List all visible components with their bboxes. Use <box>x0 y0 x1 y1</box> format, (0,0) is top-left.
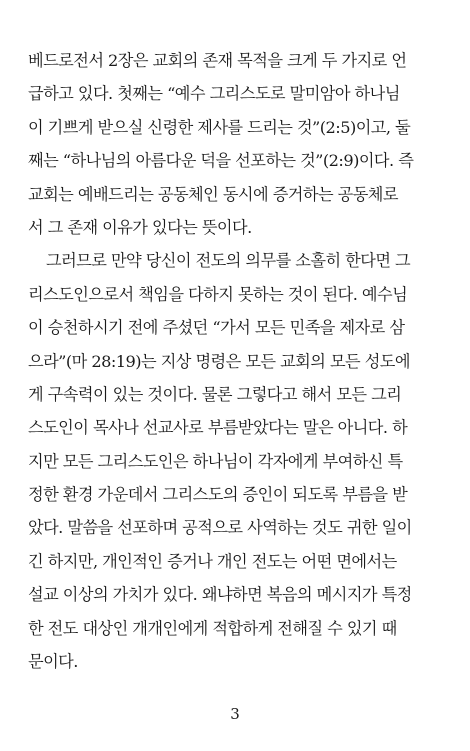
page-number: 3 <box>230 705 240 723</box>
paragraph-1-line-2: 급하고 있다. 첫째는 “예수 그리스도로 말미암아 하나님 <box>28 84 400 104</box>
paragraph-2-line-5: 게 구속력이 있는 것이다. 물론 그렇다고 해서 모든 그리 <box>28 384 402 404</box>
paragraph-2-line-13: 문이다. <box>28 652 78 672</box>
paragraph-1-line-3: 이 기쁘게 받으실 신령한 제사를 드리는 것”(2:5)이고, 둘 <box>28 117 411 137</box>
paragraph-2-line-12: 한 전도 대상인 개개인에게 적합하게 전해질 수 있기 때 <box>28 618 397 638</box>
paragraph-2-line-6: 스도인이 목사나 선교사로 부름받았다는 말은 아니다. 하 <box>28 418 408 438</box>
paragraph-2-line-9: 았다. 말씀을 선포하며 공적으로 사역하는 것도 귀한 일이 <box>28 518 412 538</box>
paragraph-2-line-11: 설교 이상의 가치가 있다. 왜냐하면 복음의 메시지가 특정 <box>28 585 412 605</box>
paragraph-2-line-3: 이 승천하시기 전에 주셨던 “가서 모든 민족을 제자로 삼 <box>28 318 405 338</box>
paragraph-1-line-1: 베드로전서 2장은 교회의 존재 목적을 크게 두 가지로 언 <box>28 51 407 70</box>
paragraph-2-line-10: 긴 하지만, 개인적인 증거나 개인 전도는 어떤 면에서는 <box>28 551 397 571</box>
paragraph-1-line-6: 서 그 존재 이유가 있다는 뜻이다. <box>28 217 252 237</box>
paragraph-2-line-4: 으라”(마 28:19)는 지상 명령은 모든 교회의 모든 성도에 <box>28 351 410 371</box>
paragraph-1-line-4: 째는 “하나님의 아름다운 덕을 선포하는 것”(2:9)이다. 즉 <box>28 151 414 171</box>
body-text <box>28 44 448 678</box>
paragraph-1-line-5: 교회는 예배드리는 공동체인 동시에 증거하는 공동체로 <box>28 184 398 204</box>
paragraph-2-line-7: 지만 모든 그리스도인은 하나님이 각자에게 부여하신 특 <box>28 451 403 471</box>
paragraph-2-line-1: 그러므로 만약 당신이 전도의 의무를 소홀히 한다면 그 <box>46 251 411 271</box>
paragraph-2-line-8: 정한 환경 가운데서 그리스도의 증인이 되도록 부름을 받 <box>28 485 408 505</box>
paragraph-2-line-2: 리스도인으로서 책임을 다하지 못하는 것이 된다. 예수님 <box>28 284 408 304</box>
